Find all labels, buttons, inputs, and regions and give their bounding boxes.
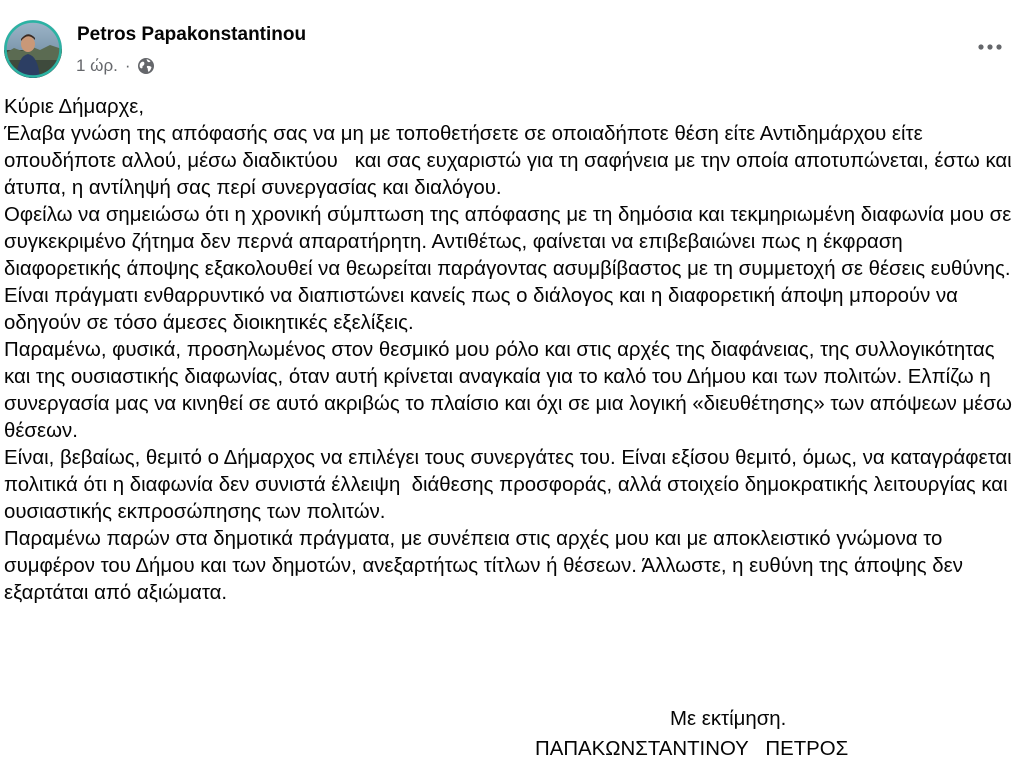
meta-separator: · [124,56,131,75]
author-name[interactable]: Petros Papakonstantinou [77,24,307,45]
post-meta [76,55,155,77]
more-options-button[interactable] [970,33,1010,61]
signature: ΠΑΠΑΚΩΝΣΤΑΝΤΙΝΟΥ ΠΕΤΡΟΣ [535,738,849,760]
globe-icon[interactable] [137,57,155,75]
post-paragraph: Παραμένω παρών στα δημοτικά πράγματα, με συνέπεια στις αρχές μου και με αποκλειστικό γνώμονα το συμφέρον του Δήμου και των δημοτών, ανεξαρτήτως τίτλων ή θέσεων. Άλλωστε, η ευθύνη της άποψης δεν εξαρτάται από αξιώματα. [4,528,969,604]
post-paragraph: Έλαβα γνώση της απόφασής σας να μη με τοποθετήσετε σε οποιαδήποτε θέση είτε Αντιδημάρχου είτε οπουδήποτε αλλού, μέσω διαδικτύου και σας ευχαριστώ για τη σαφήνεια με την οποία αποτυπώνεται, έστω και άτυπα, η αντίληψή σας περί συνεργασίας και διαλόγου. [4,123,1018,199]
post-timestamp[interactable]: 1 ώρ. [76,56,118,75]
closing-line: Με εκτίμηση. [670,708,787,730]
post-paragraph: Είναι, βεβαίως, θεμιτό ο Δήμαρχος να επιλέγει τους συνεργάτες του. Είναι εξίσου θεμιτό, όμως, να καταγράφεται πολιτικά ότι η διαφωνία δεν συνιστά έλλειψη διάθεσης προσφοράς, αλλά στοιχείο δημοκρατικής λειτουργίας και ουσιαστικής εκπροσώπησης των πολιτών. [4,447,1018,523]
post-paragraph: Παραμένω, φυσικά, προσηλωμένος στον θεσμικό μου ρόλο και στις αρχές της διαφάνειας, της συλλογικότητας και της ουσιαστικής διαφωνίας, όταν αυτή κρίνεται αναγκαία για το καλό του Δήμου και των πολιτών. Ελπίζω η συνεργασία μας να κινηθεί σε αυτό ακριβώς το πλαίσιο και όχι σε μια λογική «διευθέτησης» των απόψεων μέσω θέσεων. [4,339,1018,442]
post-body [4,94,1018,607]
author-avatar[interactable] [4,20,62,78]
profile-photo-icon [4,20,62,78]
salutation: Κύριε Δήμαρχε, [4,96,145,118]
post-header [0,0,1018,88]
more-options-icon [976,43,1004,51]
post-paragraph: Οφείλω να σημειώσω ότι η χρονική σύμπτωση της απόφασης με τη δημόσια και τεκμηριωμένη διαφωνία μου σε συγκεκριμένο ζήτημα δεν περνά απαρατήρητη. Αντιθέτως, φαίνεται να επιβεβαιώνει πως η έκφραση διαφορετικής άποψης εξακολουθεί να θεωρείται παράγοντας ασυμβίβαστος με τη συμμετοχή σε θέσεις ευθύνης. Είναι πράγματι ενθαρρυντικό να διαπιστώνει κανείς πως ο διάλογος και η διαφορετική άποψη μπορούν να οδηγούν σε τόσο άμεσες διοικητικές εξελίξεις. [4,204,1018,334]
